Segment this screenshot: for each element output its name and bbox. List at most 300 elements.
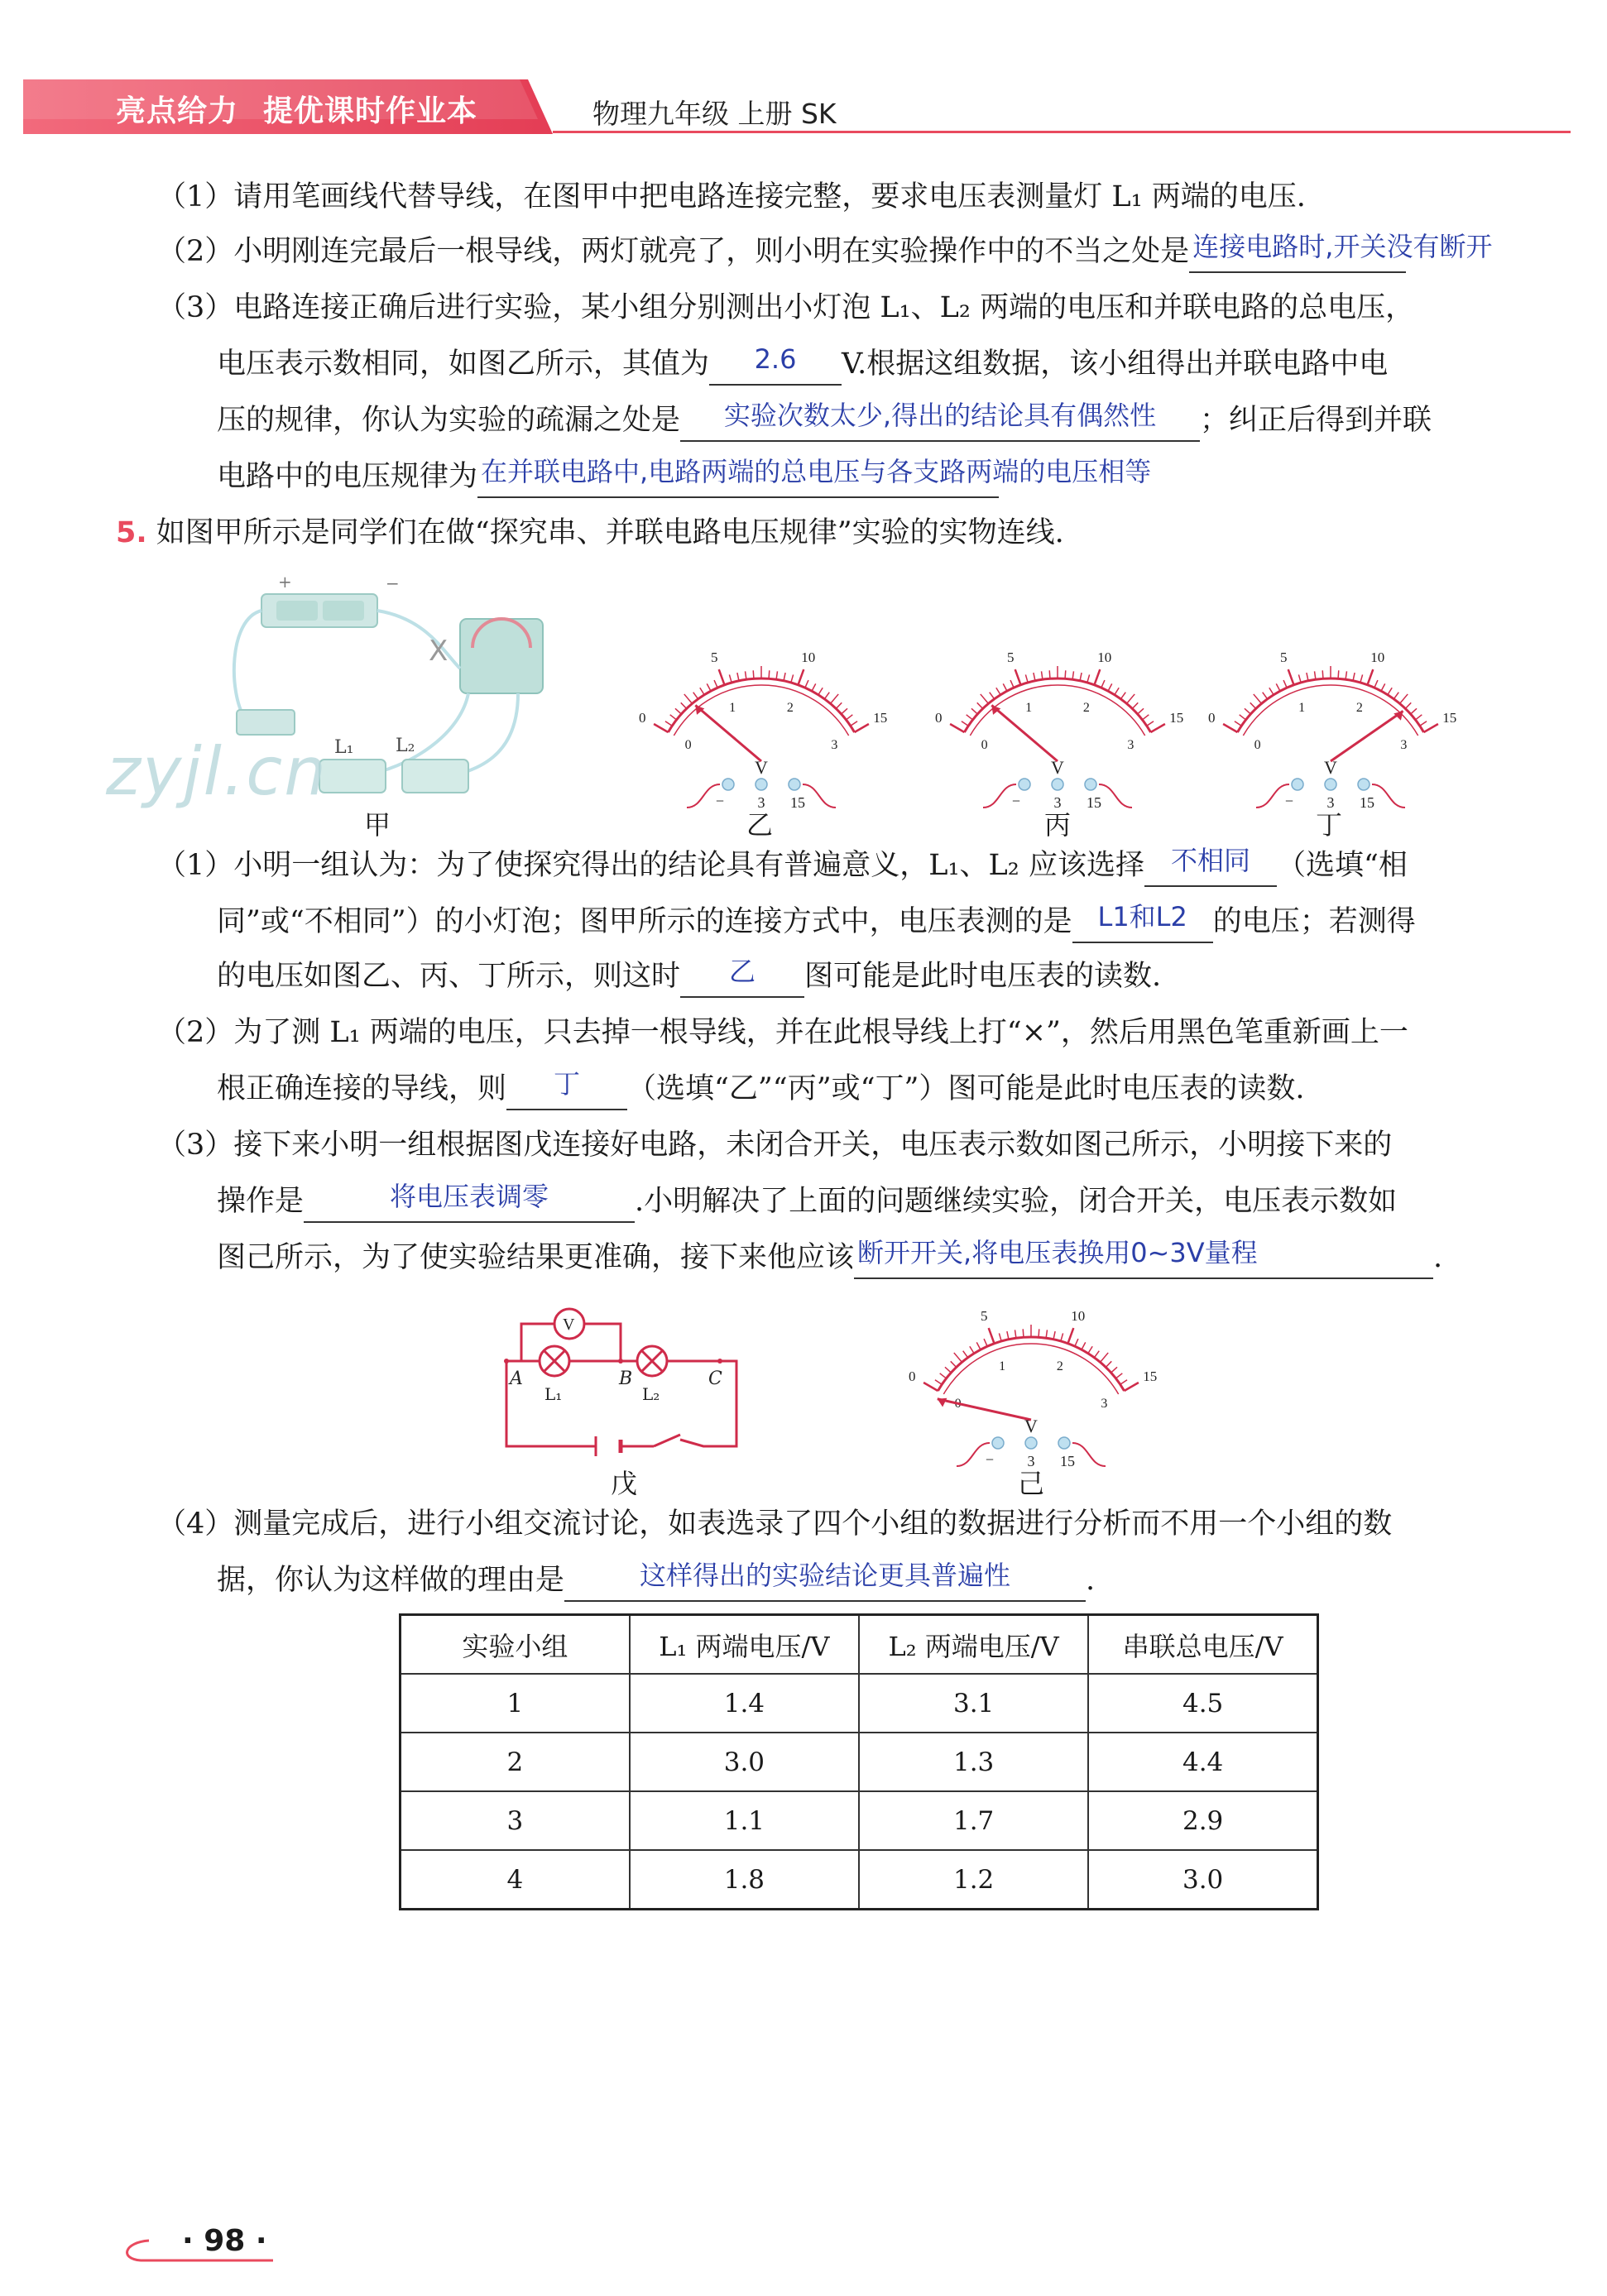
battery-minus: − [386, 573, 400, 593]
circuit-label-l2: L₂ [642, 1384, 660, 1404]
meter-tick [1115, 688, 1119, 694]
circuit-label-a: A [510, 1368, 523, 1389]
meter-dial [935, 649, 1183, 761]
meter-tick [842, 708, 847, 714]
table-cell: 2.9 [1088, 1791, 1317, 1850]
meter-terminal-3-label: 3 [1053, 794, 1062, 811]
table-row [401, 1733, 1318, 1791]
meter-tick [1223, 724, 1237, 732]
meter-tick [1082, 1342, 1086, 1349]
table-cell: 1.7 [859, 1791, 1088, 1850]
meter-terminal-minus [1292, 779, 1303, 790]
meter-tick [798, 669, 804, 685]
meter-tick [1424, 724, 1438, 732]
meter-tick [1394, 693, 1398, 699]
meter-top-label-0: 0 [934, 710, 943, 726]
meter-tick [1072, 671, 1073, 679]
circuit-label-l1: L₁ [544, 1384, 563, 1404]
q5-part1-line1 [157, 846, 1408, 887]
meter-needle [1331, 711, 1403, 761]
table-header-row [401, 1615, 1318, 1675]
meter-v-label: V [1051, 757, 1064, 778]
circuit-vwire-right [584, 1324, 621, 1361]
meter-top-label-10: 10 [1097, 649, 1112, 666]
q4-part3-line4 [217, 456, 1152, 498]
table-row [401, 1674, 1318, 1733]
meter-tick [990, 693, 995, 699]
q5-part1-line2-pre: 同”或“不相同”）的小灯泡；图甲所示的连接方式中，电压表测的是 [217, 905, 1072, 938]
meter-top-label-0: 0 [908, 1368, 916, 1384]
meter-bottom-label-15: 3 [1101, 1397, 1108, 1411]
meter-tick [719, 669, 725, 685]
header-brand: 亮点给力 [116, 94, 239, 128]
meter-terminal-3 [1325, 779, 1336, 790]
circuit-v-label: V [563, 1316, 575, 1334]
wire-cross-mark: X [429, 635, 449, 668]
meter-tick [1025, 674, 1028, 683]
caption-yi: 乙 [746, 809, 774, 841]
battery-cell-1 [276, 601, 318, 621]
q5-part3-blank2[interactable] [854, 1238, 1433, 1279]
header-subject: 物理九年级 上册 SK [592, 98, 837, 130]
q5-part2-line2-post: （选填“乙”“丙”或“丁”）图可能是此时电压表的读数. [627, 1072, 1305, 1105]
meter-tick [1007, 1331, 1009, 1340]
circuit-wu [496, 1299, 745, 1464]
meter-lead-right [803, 784, 836, 808]
table-cell: 1.2 [859, 1850, 1088, 1910]
q5-part4-answer: 这样得出的实验结论更具普遍性 [640, 1560, 1011, 1591]
meter-tick [714, 680, 717, 688]
meter-tick [1108, 683, 1112, 691]
meter-tick [1353, 673, 1355, 681]
meter-bottom-label-10: 2 [786, 701, 794, 716]
q5-part1-answer1: 不相同 [1170, 845, 1250, 876]
meter-tick [855, 724, 869, 732]
meter-v-label: V [755, 757, 768, 778]
meter-tick [1010, 680, 1014, 688]
meter-tick [769, 670, 770, 678]
q5-part4-line2 [217, 1560, 1095, 1602]
meter-dial [909, 1308, 1157, 1420]
table-cell: 1 [401, 1674, 630, 1733]
q5-part4-blank[interactable] [564, 1560, 1086, 1602]
q5-part2-blank[interactable] [506, 1069, 627, 1110]
meter-terminal-3-label: 3 [757, 794, 765, 811]
meter-terminal-minus-label: − [985, 1451, 995, 1468]
meter-ji [907, 1308, 1158, 1469]
meter-terminal-minus [1019, 779, 1030, 790]
meter-tick [1101, 680, 1105, 688]
meter-top-label-5: 5 [710, 649, 718, 666]
meter-tick [1405, 702, 1411, 708]
q5-part1-line3 [217, 956, 1161, 998]
meter-bottom-label-10: 2 [1056, 1359, 1063, 1374]
meter-lead-right [1099, 784, 1132, 808]
meter-tick [1094, 669, 1100, 685]
meter-tick [996, 688, 1000, 694]
meter-tick [1263, 693, 1268, 699]
q5-part1-answer3: 乙 [729, 956, 756, 987]
meter-tick [1322, 670, 1323, 678]
meter-tick [1127, 694, 1135, 703]
caption-bing: 丙 [1044, 809, 1072, 841]
q5-part3-line3 [217, 1238, 1442, 1279]
meter-terminal-3 [756, 779, 767, 790]
q5-part4-line2-post: . [1086, 1564, 1096, 1597]
meter-bottom-label-5: 1 [729, 701, 736, 716]
meter-terminal-15-label: 15 [1060, 1453, 1075, 1469]
meter-bing [933, 649, 1184, 811]
meter-v-label: V [1024, 1416, 1038, 1436]
meter-tick [1049, 670, 1050, 678]
q5-part1-blank3[interactable] [680, 956, 804, 998]
meter-tick [981, 694, 989, 703]
meter-tick [1094, 1351, 1099, 1358]
photo-voltmeter [460, 619, 543, 693]
meter-needle [938, 1399, 1031, 1420]
meter-bottom-label-10: 2 [1082, 701, 1090, 716]
meter-tick [1276, 683, 1280, 691]
table-cell: 3.0 [1088, 1850, 1317, 1910]
meter-bottom-label-0: 0 [1254, 738, 1261, 752]
meter-tick [945, 1367, 951, 1373]
meter-needle-tip [935, 1394, 947, 1407]
meter-tick [1367, 669, 1373, 685]
header-title [116, 88, 502, 130]
meter-terminal-3-label: 3 [1326, 794, 1335, 811]
meter-tick [784, 673, 785, 681]
watermark: zyjl.cn [106, 733, 328, 810]
q5-part3-line3-post: . [1433, 1241, 1443, 1274]
q5-part3-line2-post: .小明解决了上面的问题继续实验，闭合开关，电压表示数如 [635, 1185, 1398, 1218]
meter-tick [970, 1346, 974, 1353]
q4-part2 [157, 231, 1493, 273]
q4-part3-blank1[interactable] [709, 344, 842, 386]
meter-tick [1151, 724, 1165, 732]
meter-tick [923, 1383, 938, 1391]
q5-part3-blank1[interactable] [304, 1182, 635, 1223]
meter-tick [1250, 702, 1256, 708]
meter-terminal-15-label: 15 [790, 794, 805, 811]
meter-tick [1360, 674, 1363, 683]
meter-tick [999, 1333, 1001, 1341]
meter-tick [963, 1351, 968, 1358]
q5-part3-answer1: 将电压表调零 [390, 1181, 549, 1212]
meter-dial [639, 649, 887, 761]
meter-tick [954, 1353, 962, 1362]
meter-top-label-5: 5 [1006, 649, 1015, 666]
meter-tick [851, 721, 857, 726]
meter-tick [1042, 671, 1043, 679]
q5-part2-line1: （2）为了测 L₁ 两端的电压，只去掉一根导线，并在此根导线上打“×”，然后用黑色笔重新画上一 [157, 1016, 1408, 1049]
meter-tick [951, 1361, 957, 1367]
meter-tick [1411, 708, 1417, 714]
meter-top-label-15: 15 [873, 710, 888, 726]
meter-terminal-minus-label: − [1284, 793, 1294, 809]
meter-tick [700, 688, 704, 694]
meter-tick [1283, 680, 1287, 688]
table-header-cell: L₁ 两端电压/V [630, 1615, 859, 1675]
meter-tick [989, 1328, 995, 1344]
meter-tick [1067, 1328, 1073, 1344]
meter-terminal-minus-label: − [715, 793, 725, 809]
page-number: · 98 · [182, 2224, 267, 2258]
q5-part2-line2 [217, 1069, 1305, 1110]
circuit-label-b: B [619, 1368, 633, 1389]
meter-arc [938, 1337, 1124, 1391]
q5-number: 5. [116, 516, 147, 549]
meter-tick [1254, 694, 1262, 703]
table-cell: 1.1 [630, 1791, 859, 1850]
meter-tick [971, 708, 977, 714]
q4-part2-text: （2）小明刚连完最后一根导线，两灯就亮了，则小明在实验操作中的不当之处是 [157, 235, 1190, 268]
meter-terminal-15 [1358, 779, 1370, 790]
meter-bottom-label-5: 1 [999, 1359, 1006, 1374]
meter-top-label-10: 10 [1370, 649, 1385, 666]
meter-terminal-3 [1025, 1437, 1037, 1449]
circuit-node-c [717, 1359, 722, 1364]
meter-bottom-label-15: 3 [831, 738, 838, 752]
meter-tick [831, 694, 839, 703]
meter-tick [818, 688, 823, 694]
caption-wu: 戊 [611, 1468, 638, 1499]
meter-dial [1208, 649, 1456, 761]
meter-terminal-3-label: 3 [1027, 1453, 1035, 1469]
q4-part3-line4-pre: 电路中的电压规律为 [217, 460, 478, 493]
q4-part3-answer2: 实验次数太少,得出的结论具有偶然性 [723, 400, 1157, 431]
header-rule [553, 131, 1571, 133]
q4-part3-line2 [217, 344, 1388, 386]
meter-tick [654, 724, 668, 732]
meter-tick [681, 702, 687, 708]
caption-ji: 己 [1018, 1468, 1045, 1499]
meter-tick [935, 1380, 942, 1385]
meter-tick [836, 702, 842, 708]
q4-part2-blank[interactable] [1189, 231, 1493, 273]
q5-part3-line3-pre: 图己所示，为了使实验结果更准确，接下来他应该 [217, 1241, 855, 1274]
photo-bulb-l2 [402, 760, 468, 793]
photo-bulb-l1 [319, 760, 386, 793]
meter-tick [753, 670, 754, 678]
circuit-switch [654, 1435, 680, 1446]
meter-arc [1237, 678, 1423, 732]
meter-top-label-15: 15 [1442, 710, 1457, 726]
q5-part3-line1: （3）接下来小明一组根据图戊连接好电路，未闭合开关，电压表示数如图己所示，小明接下来的 [157, 1129, 1393, 1162]
meter-tick [940, 1373, 947, 1378]
q4-part3-line2-post: V.根据这组数据，该小组得出并联电路中电 [842, 348, 1389, 381]
table-cell: 3.1 [859, 1674, 1088, 1733]
meter-tick [1269, 688, 1274, 694]
meter-tick [1088, 1346, 1092, 1353]
q4-part1: （1）请用笔画线代替导线，在图甲中把电路连接完整，要求电压表测量灯 L₁ 两端的电压. [157, 180, 1306, 213]
meter-tick [1075, 1339, 1078, 1346]
meter-tick [1235, 721, 1241, 726]
meter-bottom-label-15: 3 [1400, 738, 1408, 752]
meter-ding [1206, 649, 1457, 811]
meter-terminal-3 [1052, 779, 1063, 790]
table-cell: 4.4 [1088, 1733, 1317, 1791]
circuit-node-a [504, 1359, 509, 1364]
meter-tick [1115, 1373, 1122, 1378]
meter-bottom-label-5: 1 [1298, 701, 1306, 716]
meter-yi [637, 649, 888, 811]
meter-tick [1015, 1330, 1016, 1338]
meter-tick [1298, 674, 1301, 683]
meter-tick [1106, 1361, 1111, 1367]
meter-tick [977, 702, 983, 708]
meter-tick [1245, 708, 1250, 714]
meter-tick [1003, 683, 1007, 691]
meter-top-label-15: 15 [1143, 1368, 1158, 1384]
meter-bottom-label-15: 3 [1127, 738, 1134, 752]
meter-tick [1132, 702, 1138, 708]
header-series: 提优课时作业本 [263, 94, 478, 128]
meter-tick [1015, 669, 1021, 685]
meter-tick [984, 1339, 987, 1346]
meter-tick [684, 694, 693, 703]
meter-tick [1053, 1331, 1055, 1340]
meter-tick [846, 715, 852, 720]
meter-tick [1065, 670, 1066, 678]
data-table [399, 1613, 1319, 1910]
q4-part3-answer1: 2.6 [754, 343, 797, 375]
meter-bottom-label-10: 2 [1355, 701, 1363, 716]
meter-tick [1087, 674, 1090, 683]
battery-cell-2 [323, 601, 364, 621]
q4-part3-blank2[interactable] [680, 400, 1200, 442]
meter-tick [1307, 673, 1308, 681]
meter-v-label: V [1324, 757, 1337, 778]
q5-part3-line2-pre: 操作是 [217, 1185, 305, 1218]
meter-terminal-15 [1085, 779, 1096, 790]
meter-terminal-15 [789, 779, 800, 790]
table-cell: 3 [401, 1791, 630, 1850]
q5-part3-line2 [217, 1182, 1397, 1223]
meter-tick [962, 721, 968, 726]
q4-part3-blank3[interactable] [477, 456, 1152, 498]
photo-label-l2: L₂ [396, 736, 415, 756]
meter-top-label-5: 5 [1279, 649, 1288, 666]
q4-part3-line3-post: ；纠正后得到并联 [1200, 404, 1432, 437]
caption-ding: 丁 [1316, 809, 1343, 841]
table-row [401, 1791, 1318, 1850]
q4-part3-answer3: 在并联电路中,电路两端的总电压与各支路两端的电压相等 [481, 456, 1152, 487]
q5-part3-answer2: 断开开关,将电压表换用0~3V量程 [857, 1237, 1258, 1268]
q5-stem-line [116, 513, 1064, 553]
meter-top-label-10: 10 [801, 649, 816, 666]
meter-terminal-minus-label: − [1011, 793, 1021, 809]
q5-part2-answer: 丁 [554, 1068, 581, 1100]
meter-top-label-10: 10 [1071, 1308, 1086, 1325]
meter-tick [665, 721, 672, 726]
q5-part1-line2-post: 的电压；若测得 [1212, 905, 1416, 938]
table-header-cell: 串联总电压/V [1088, 1615, 1317, 1675]
q4-part3-line3 [217, 400, 1432, 442]
table-cell: 3.0 [630, 1733, 859, 1791]
q5-stem: 如图甲所示是同学们在做“探究串、并联电路电压规律”实验的实物连线. [156, 516, 1064, 549]
caption-jia: 甲 [364, 809, 391, 841]
meter-tick [1147, 721, 1154, 726]
meter-terminal-15-label: 15 [1087, 794, 1101, 811]
circuit-node-b [618, 1359, 623, 1364]
meter-tick [1381, 683, 1385, 691]
table-cell: 1.8 [630, 1850, 859, 1910]
table-cell: 4 [401, 1850, 630, 1910]
meter-lead-right [1372, 784, 1405, 808]
q4-part3-line2-pre: 电压表示数相同，如图乙所示，其值为 [217, 348, 710, 381]
meter-tick [805, 680, 808, 688]
q5-part4-line1: （4）测量完成后，进行小组交流讨论，如表选录了四个小组的数据进行分析而不用一个小组的数 [157, 1507, 1393, 1541]
meter-top-label-0: 0 [1207, 710, 1216, 726]
meter-tick [1315, 671, 1316, 679]
q5-part1-line3-pre: 的电压如图乙、丙、丁所示，则这时 [217, 960, 681, 993]
q4-part2-answer: 连接电路时,开关没有断开 [1192, 231, 1493, 262]
meter-tick [1388, 688, 1392, 694]
meter-tick [1240, 715, 1246, 720]
q4-part3-line3-pre: 压的规律，你认为实验的疏漏之处是 [217, 404, 681, 437]
meter-tick [1142, 715, 1149, 720]
meter-tick [1023, 1329, 1024, 1337]
meter-tick [675, 708, 681, 714]
meter-terminal-minus [722, 779, 734, 790]
meter-terminal-15-label: 15 [1360, 794, 1374, 811]
meter-lead-right [1072, 1443, 1106, 1466]
table-cell: 4.5 [1088, 1674, 1317, 1733]
meter-tick [824, 693, 829, 699]
meter-tick [737, 673, 739, 681]
meter-tick [1374, 680, 1378, 688]
q4-part3-line1: （3）电路连接正确后进行实验，某小组分别测出小灯泡 L₁、L₂ 两端的电压和并联电路的总电压， [157, 291, 1415, 324]
table-cell: 1.4 [630, 1674, 859, 1733]
meter-tick [1125, 1383, 1139, 1391]
table-header-cell: L₂ 两端电压/V [859, 1615, 1088, 1675]
table-cell: 2 [401, 1733, 630, 1791]
meter-bottom-label-5: 1 [1025, 701, 1033, 716]
meter-tick [1046, 1330, 1047, 1338]
meter-arc-inner [943, 1344, 1118, 1394]
table-row [401, 1850, 1318, 1910]
meter-tick [1138, 708, 1144, 714]
photo-label-l1: L₁ [334, 737, 354, 758]
meter-tick [707, 683, 711, 691]
meter-tick [1420, 721, 1427, 726]
q5-part1-line3-post: 图可能是此时电压表的读数. [804, 960, 1162, 993]
q5-part2-line2-pre: 根正确连接的导线，则 [217, 1072, 507, 1105]
meter-tick [776, 671, 777, 679]
meter-tick [967, 715, 973, 720]
q5-part1-blank2[interactable] [1072, 902, 1213, 943]
meter-tick [950, 724, 964, 732]
meter-tick [791, 674, 794, 683]
meter-tick [1338, 670, 1339, 678]
table-cell: 1.3 [859, 1733, 1088, 1791]
meter-tick [812, 683, 816, 691]
q5-part1-line2 [217, 902, 1416, 943]
meter-terminal-minus [992, 1437, 1004, 1449]
q5-part1-answer2: L1和L2 [1097, 901, 1187, 932]
meter-top-label-5: 5 [980, 1308, 988, 1325]
meter-tick [729, 674, 732, 683]
battery-plus: + [278, 572, 292, 592]
meter-tick [670, 715, 677, 720]
meter-top-label-15: 15 [1169, 710, 1184, 726]
meter-tick [1415, 715, 1422, 720]
table-header-cell: 实验小组 [401, 1615, 630, 1675]
meter-terminal-15 [1058, 1437, 1070, 1449]
meter-tick [1120, 693, 1125, 699]
circuit-label-c: C [708, 1368, 722, 1389]
q5-part1-blank1[interactable] [1144, 846, 1277, 887]
